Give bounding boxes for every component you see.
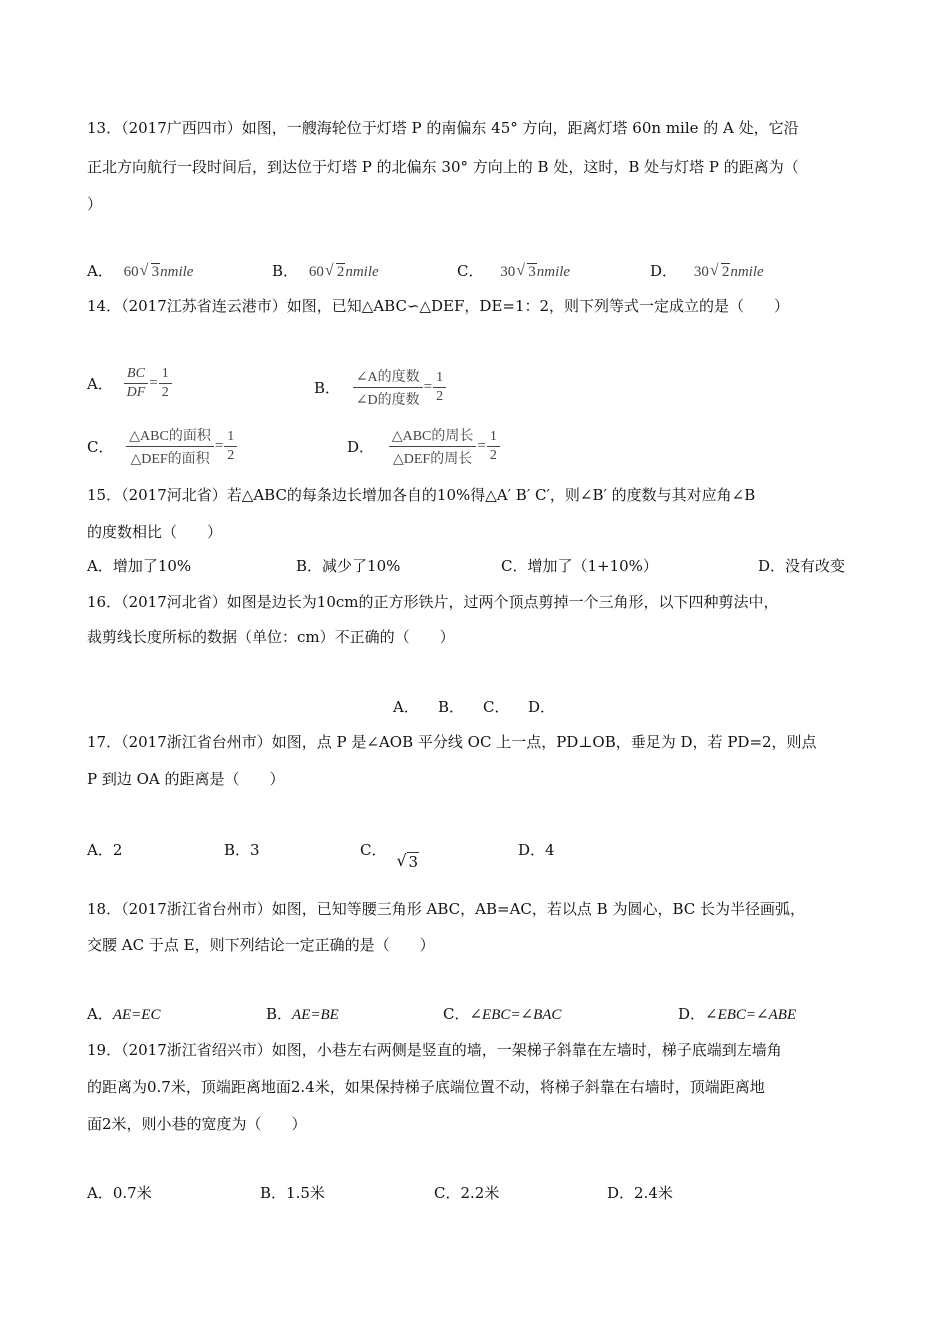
q14-option-b: B． $\frac{\text{∠A的度数}}{\text{∠D的度数}}$ = $\frac{1}{2}$ [314,366,446,409]
q15-option-c: C．增加了（1+10%） [501,557,658,575]
q19-option-b: B．1.5米 [260,1184,325,1202]
q16-line-2: 裁剪线长度所标的数据（单位：cm）不正确的（ ） [87,628,455,646]
q16-option-d: D． [528,698,556,716]
q13-option-c: C． 30√ 3nmile [457,260,570,281]
q19-option-c: C．2.2米 [434,1184,500,1202]
q19-line-1: 19．（2017浙江省绍兴市）如图，小巷左右两侧是竖直的墙，一架梯子斜靠在左墙时，梯子底端到左墙角 [87,1041,782,1059]
q19-option-d: D．2.4米 [607,1184,673,1202]
q19-option-a: A．0.7米 [87,1184,152,1202]
q18-line-1: 18．（2017浙江省台州市）如图，已知等腰三角形 ABC，AB=AC，若以点 B 为圆心，BC 长为半径画弧， [87,900,806,918]
q15-line-1: 15．（2017河北省）若△ABC的每条边长增加各自的10%得△A′ B′ C′，则∠B′ 的度数与其对应角∠B [87,486,756,504]
q18-option-c: C．∠EBC=∠BAC [443,1005,562,1023]
q17-line-1: 17．（2017浙江省台州市）如图，点 P 是∠AOB 平分线 OC 上一点，PD⊥OB，垂足为 D，若 PD=2，则点 [87,733,817,751]
q16-option-a: A． [393,698,419,716]
q13-option-b: B． 60√ 2nmile [272,260,379,281]
q14-option-a: A． $\frac{BC}{DF}$ = $\frac{1}{2}$ [87,366,172,401]
q19-line-3: 面2米，则小巷的宽度为（ ） [87,1115,307,1133]
q13-line-2: 正北方向航行一段时间后，到达位于灯塔 P 的北偏东 30° 方向上的 B 处，这时，B 处与灯塔 P 的距离为（ [87,158,799,176]
q15-option-d: D．没有改变 [758,557,846,575]
q18-option-a: A．AE=EC [87,1005,161,1023]
q14-option-d: D． $\frac{\text{△ABC的周长}}{\text{△DEF的周长}}$ = $\frac{1}{2}$ [347,425,500,468]
q13-line-3: ） [87,195,103,213]
q17-option-b: B．3 [224,841,260,859]
q18-line-2: 交腰 AC 于点 E，则下列结论一定正确的是（ ） [87,936,435,954]
q15-option-a: A．增加了10% [87,557,192,575]
q17-option-d: D．4 [518,841,555,859]
q18-option-b: B．AE=BE [266,1005,339,1023]
q16-option-b: B． [438,698,465,716]
q17-option-a: A．2 [87,841,123,859]
q19-line-2: 的距离为0.7米，顶端距离地面2.4米，如果保持梯子底端位置不动，将梯子斜靠在右墙时，顶端距离地 [87,1078,765,1096]
q15-line-2: 的度数相比（ ） [87,523,223,541]
q16-option-c: C． [483,698,510,716]
q18-option-d: D．∠EBC=∠ABE [678,1005,797,1023]
q17-line-2: P 到边 OA 的距离是（ ） [87,770,285,788]
q13-line-1: 13．（2017广西四市）如图，一艘海轮位于灯塔 P 的南偏东 45° 方向，距离灯塔 60n mile 的 A 处，它沿 [87,119,799,137]
q14-line-1: 14．（2017江苏省连云港市）如图，已知△ABC∽△DEF，DE=1：2，则下列等式一定成立的是（ ） [87,297,790,315]
q15-option-b: B．减少了10% [296,557,401,575]
q13-option-d: D． 30√ 2nmile [650,260,764,281]
q16-line-1: 16．（2017河北省）如图是边长为10cm的正方形铁片，过两个顶点剪掉一个三角形，以下四种剪法中， [87,593,779,611]
q13-option-a: A． 60√ 3nmile [87,260,193,281]
q14-option-c: C． $\frac{\text{△ABC的面积}}{\text{△DEF的面积}}$ = $\frac{1}{2}$ [87,425,237,468]
q17-option-c: C．√ 3 [360,839,419,860]
